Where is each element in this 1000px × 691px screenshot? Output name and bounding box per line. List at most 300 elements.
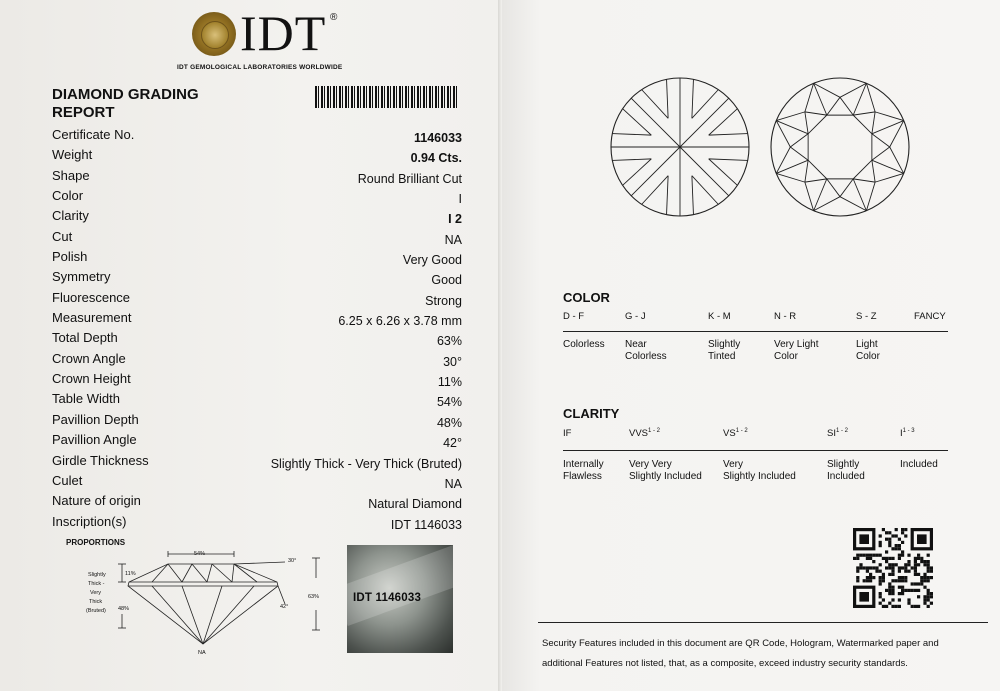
- qr-module: [901, 528, 904, 531]
- qr-module: [859, 592, 869, 602]
- detail-label: Girdle Thickness: [52, 452, 149, 468]
- facet-line: [776, 147, 790, 173]
- color-description: Colorless: [563, 339, 605, 350]
- detail-row: [52, 453, 462, 473]
- qr-module: [927, 576, 930, 579]
- qr-module: [907, 602, 910, 605]
- facet-line: [805, 160, 808, 182]
- clarity-grade-base: VVS: [629, 428, 649, 440]
- detail-label: Nature of origin: [52, 493, 141, 509]
- detail-row: [52, 290, 462, 310]
- qr-module: [885, 560, 888, 563]
- qr-module: [917, 573, 920, 576]
- qr-module: [888, 544, 891, 547]
- qr-module: [869, 557, 872, 560]
- qr-module: [914, 573, 917, 576]
- idt-logo: [192, 5, 362, 61]
- facet-line: [805, 83, 814, 112]
- qr-module: [879, 570, 882, 573]
- qr-module: [866, 570, 869, 573]
- qr-module: [879, 592, 882, 595]
- color-grade: FANCY: [914, 311, 946, 322]
- facet-line: [872, 134, 890, 147]
- qr-module: [904, 534, 907, 537]
- facet-line: [853, 83, 866, 115]
- qr-module: [917, 557, 920, 560]
- qr-module: [869, 579, 872, 582]
- detail-value: Strong: [425, 293, 462, 308]
- facet-line: [692, 79, 694, 118]
- pavilion-angle-marker: [278, 586, 285, 604]
- facet-line: [840, 97, 853, 115]
- qr-module: [898, 579, 901, 582]
- qr-module: [888, 589, 891, 592]
- pavilion-view-diagram: [611, 78, 749, 216]
- qr-module: [879, 576, 882, 579]
- detail-row: [52, 229, 462, 249]
- detail-label: Shape: [52, 167, 90, 183]
- clarity-grade-range: 1 - 2: [835, 428, 848, 434]
- table-label: 54%: [194, 551, 206, 557]
- qr-module: [856, 557, 859, 560]
- qr-module: [853, 557, 856, 560]
- detail-label: Pavillion Angle: [52, 432, 137, 448]
- qr-module: [923, 586, 926, 589]
- qr-module: [927, 595, 930, 598]
- qr-module: [856, 566, 859, 569]
- qr-module: [888, 563, 891, 566]
- qr-module: [891, 570, 894, 573]
- facet-line: [872, 160, 875, 182]
- report-title: DIAMOND GRADING REPORT: [52, 86, 199, 121]
- qr-module: [898, 605, 901, 608]
- facet-line: [680, 98, 729, 147]
- qr-module: [891, 579, 894, 582]
- clarity-grade: [629, 428, 660, 439]
- detail-row: [52, 432, 462, 452]
- qr-module: [901, 531, 904, 534]
- girdle-label: (Bruted): [86, 608, 106, 614]
- clarity-description: Internally Flawless: [563, 459, 604, 482]
- barcode: [315, 86, 458, 108]
- security-footer: [542, 634, 992, 674]
- qr-module: [885, 538, 888, 541]
- registered-mark: ®: [330, 12, 338, 23]
- color-scale-title: COLOR: [563, 290, 610, 305]
- qr-module: [885, 557, 888, 560]
- qr-module: [898, 554, 901, 557]
- girdle-label: Slightly: [88, 572, 106, 578]
- clarity-grade-row: [563, 428, 963, 442]
- facet-line: [805, 182, 814, 211]
- qr-module: [901, 592, 904, 595]
- qr-module: [923, 560, 926, 563]
- facet-line: [866, 83, 875, 112]
- clarity-grade-range: 1 - 2: [648, 428, 661, 434]
- qr-module: [907, 589, 910, 592]
- detail-value: 6.25 x 6.26 x 3.78 mm: [338, 314, 462, 329]
- qr-module: [920, 576, 923, 579]
- facet-line: [776, 112, 805, 121]
- detail-label: Color: [52, 188, 84, 204]
- facet-line: [692, 90, 718, 119]
- facet-line: [827, 97, 840, 115]
- detail-row: [52, 514, 462, 534]
- facet-line: [814, 83, 840, 97]
- qr-module: [882, 605, 885, 608]
- qr-module: [901, 566, 904, 569]
- qr-module: [879, 602, 882, 605]
- qr-module: [917, 595, 920, 598]
- detail-label: Pavillion Depth: [52, 411, 139, 427]
- qr-module: [875, 554, 878, 557]
- diagram-outline: [771, 78, 909, 216]
- qr-module: [872, 560, 875, 563]
- girdle-label: Thick: [89, 599, 103, 605]
- facet-line: [827, 179, 840, 197]
- clarity-description: Slightly Included: [827, 459, 865, 482]
- facet-line: [207, 564, 212, 582]
- qr-module: [911, 566, 914, 569]
- facet-line: [692, 176, 694, 215]
- facet-line: [808, 115, 827, 134]
- qr-module: [863, 579, 866, 582]
- facet-line: [168, 564, 182, 582]
- crown-view-diagram: [771, 78, 909, 216]
- qr-module: [898, 544, 901, 547]
- qr-module: [895, 547, 898, 550]
- qr-module: [875, 566, 878, 569]
- qr-module: [898, 538, 901, 541]
- qr-module: [875, 570, 878, 573]
- qr-module: [859, 534, 869, 544]
- qr-module: [898, 598, 901, 601]
- facet-line: [890, 147, 904, 173]
- detail-value: I 2: [448, 212, 462, 227]
- detail-label: Crown Height: [52, 371, 131, 387]
- facet-line: [203, 586, 222, 644]
- clarity-grade-range: 1 - 3: [902, 428, 915, 434]
- qr-module: [917, 589, 920, 592]
- qr-module: [882, 573, 885, 576]
- qr-module: [856, 554, 859, 557]
- facet-line: [642, 176, 668, 205]
- qr-module: [923, 576, 926, 579]
- qr-module: [930, 566, 933, 569]
- qr-module: [914, 570, 917, 573]
- proportions-title: PROPORTIONS: [66, 538, 126, 547]
- detail-row: [52, 473, 462, 493]
- qr-module: [891, 557, 894, 560]
- qr-module: [879, 534, 882, 537]
- qr-module: [914, 582, 917, 585]
- detail-row: [52, 188, 462, 208]
- qr-module: [898, 557, 901, 560]
- qr-module: [866, 579, 869, 582]
- facet-line: [872, 121, 904, 134]
- detail-value: Very Good: [402, 253, 462, 268]
- detail-value: Round Brilliant Cut: [357, 171, 462, 186]
- qr-module: [895, 579, 898, 582]
- qr-module: [923, 579, 926, 582]
- detail-row: [52, 269, 462, 289]
- qr-module: [911, 589, 914, 592]
- qr-module: [879, 579, 882, 582]
- qr-module: [882, 528, 885, 531]
- page-fold: [498, 0, 502, 691]
- clarity-grade: [723, 428, 748, 439]
- facet-line: [631, 147, 680, 196]
- qr-module: [923, 595, 926, 598]
- qr-module: [869, 573, 872, 576]
- qr-module: [898, 547, 901, 550]
- color-grade: K - M: [708, 311, 731, 322]
- footer-line-2: additional Features not listed, that, as a composite, exceed industry security standards.: [542, 658, 908, 669]
- color-grade: G - J: [625, 311, 646, 322]
- detail-row: [52, 310, 462, 330]
- qr-module: [885, 566, 888, 569]
- qr-module: [927, 579, 930, 582]
- qr-module: [923, 602, 926, 605]
- qr-module: [888, 592, 891, 595]
- qr-module: [888, 538, 891, 541]
- qr-module: [927, 554, 930, 557]
- qr-module: [911, 582, 914, 585]
- qr-module: [888, 541, 891, 544]
- qr-module: [882, 576, 885, 579]
- facet-line: [232, 564, 234, 582]
- facet-line: [642, 90, 668, 119]
- facet-line: [790, 134, 808, 147]
- facet-line: [872, 160, 904, 173]
- color-scale-divider: [563, 331, 948, 332]
- facet-line: [776, 160, 808, 173]
- qr-module: [904, 566, 907, 569]
- facet-line: [182, 586, 203, 644]
- facet-line: [808, 160, 827, 179]
- clarity-scale-divider: [563, 450, 948, 451]
- qr-module: [879, 544, 882, 547]
- facet-line: [866, 182, 875, 211]
- qr-module: [914, 605, 917, 608]
- details-table: [52, 127, 462, 534]
- qr-module: [888, 586, 891, 589]
- qr-module: [879, 582, 882, 585]
- facet-line: [790, 147, 808, 160]
- qr-module: [866, 557, 869, 560]
- footer-line-1: Security Features included in this document are QR Code, Hologram, Watermarked paper and: [542, 638, 939, 649]
- detail-row: [52, 249, 462, 269]
- detail-row: [52, 412, 462, 432]
- detail-value: 30°: [443, 354, 462, 369]
- color-description-row: [563, 339, 963, 365]
- lab-name: IDT GEMOLOGICAL LABORATORIES WORLDWIDE: [177, 64, 343, 71]
- qr-module: [920, 560, 923, 563]
- culet-label: NA: [198, 650, 206, 656]
- clarity-description: Included: [900, 459, 938, 470]
- facet-line: [709, 159, 748, 161]
- color-grade-row: [563, 311, 963, 325]
- clarity-grade-base: IF: [563, 428, 572, 439]
- qr-module: [927, 592, 930, 595]
- detail-value: NA: [444, 476, 462, 491]
- qr-module: [923, 573, 926, 576]
- detail-label: Weight: [52, 147, 93, 163]
- qr-module: [888, 582, 891, 585]
- facet-line: [805, 112, 808, 134]
- qr-module: [888, 566, 891, 569]
- facet-line: [612, 134, 651, 136]
- inscription-photo: [347, 545, 453, 653]
- detail-row: [52, 127, 462, 147]
- facet-line: [805, 179, 827, 182]
- qr-module: [911, 605, 914, 608]
- detail-value: Natural Diamond: [368, 497, 462, 512]
- color-description: Slightly Tinted: [708, 339, 741, 362]
- qr-module: [863, 554, 866, 557]
- qr-module: [888, 531, 891, 534]
- qr-module: [930, 570, 933, 573]
- facet-line: [814, 197, 840, 211]
- girdle-label: Very: [90, 590, 102, 596]
- clarity-scale-title: CLARITY: [563, 406, 620, 421]
- qr-module: [856, 579, 859, 582]
- diamond-profile: [128, 564, 278, 644]
- qr-module: [904, 563, 907, 566]
- facet-line: [776, 121, 808, 134]
- detail-label: Inscription(s): [52, 513, 127, 529]
- facet-line: [853, 115, 872, 134]
- detail-value: IDT 1146033: [390, 517, 462, 532]
- clarity-description: Very Very Slightly Included: [629, 459, 702, 482]
- facet-line: [840, 197, 866, 211]
- pavilion-depth-label: 48%: [118, 606, 130, 612]
- qr-module: [856, 570, 859, 573]
- qr-module: [895, 563, 898, 566]
- qr-module: [927, 560, 930, 563]
- qr-module: [869, 554, 872, 557]
- detail-row: [52, 208, 462, 228]
- facet-line: [623, 109, 652, 135]
- facet-line: [814, 83, 827, 115]
- facet-line: [840, 179, 853, 197]
- qr-module: [901, 579, 904, 582]
- detail-value: Slightly Thick - Very Thick (Bruted): [270, 456, 462, 471]
- facet-line: [890, 121, 904, 147]
- qr-module: [917, 582, 920, 585]
- detail-row: [52, 168, 462, 188]
- facet-line: [234, 564, 257, 582]
- facet-line: [152, 564, 168, 582]
- detail-value: NA: [444, 232, 462, 247]
- qr-module: [888, 573, 891, 576]
- qr-module: [891, 598, 894, 601]
- facet-line: [814, 179, 827, 211]
- seal-icon: [192, 12, 236, 56]
- qr-module: [863, 566, 866, 569]
- facet-line: [840, 83, 866, 97]
- detail-label: Fluorescence: [52, 289, 131, 305]
- qr-module: [907, 598, 910, 601]
- crown-angle-marker: [234, 562, 285, 564]
- clarity-description-row: [563, 459, 963, 485]
- qr-module: [927, 563, 930, 566]
- facet-line: [776, 173, 805, 182]
- qr-module: [891, 566, 894, 569]
- facet-line: [853, 179, 866, 211]
- diamond-plot-diagrams: [610, 75, 910, 225]
- qr-module: [891, 586, 894, 589]
- detail-row: [52, 147, 462, 167]
- qr-module: [891, 563, 894, 566]
- qr-module: [888, 602, 891, 605]
- facet-line: [872, 147, 890, 160]
- qr-module: [930, 595, 933, 598]
- qr-module: [891, 592, 894, 595]
- facet-line: [692, 176, 718, 205]
- qr-module: [920, 557, 923, 560]
- qr-module: [885, 605, 888, 608]
- facet-line: [631, 98, 680, 147]
- facet-line: [709, 134, 748, 136]
- detail-label: Table Width: [52, 391, 120, 407]
- qr-module: [920, 582, 923, 585]
- detail-label: Cut: [52, 228, 73, 244]
- qr-module: [891, 547, 894, 550]
- qr-module: [856, 576, 859, 579]
- clarity-grade-range: 1 - 2: [735, 428, 748, 434]
- detail-label: Measurement: [52, 310, 132, 326]
- qr-module: [927, 589, 930, 592]
- brand-name: IDT: [240, 5, 327, 61]
- qr-module: [923, 598, 926, 601]
- detail-row: [52, 330, 462, 350]
- qr-module: [927, 605, 930, 608]
- detail-label: Crown Angle: [52, 350, 126, 366]
- detail-value: 54%: [436, 395, 462, 410]
- qr-module: [898, 586, 901, 589]
- qr-module: [917, 563, 920, 566]
- detail-value: Good: [431, 273, 462, 288]
- qr-module: [927, 598, 930, 601]
- facet-line: [776, 121, 790, 147]
- qr-module: [891, 589, 894, 592]
- qr-module: [907, 570, 910, 573]
- detail-value: 48%: [436, 415, 462, 430]
- facet-line: [623, 159, 652, 185]
- qr-module: [866, 566, 869, 569]
- qr-module: [904, 589, 907, 592]
- qr-module: [879, 595, 882, 598]
- facet-line: [853, 160, 872, 179]
- footer-divider: [538, 622, 988, 623]
- qr-module: [859, 563, 862, 566]
- qr-module: [866, 554, 869, 557]
- detail-value: 1146033: [414, 131, 462, 145]
- qr-code[interactable]: [853, 528, 933, 608]
- qr-module: [895, 605, 898, 608]
- qr-module: [914, 560, 917, 563]
- facet-line: [667, 79, 669, 118]
- crown-height-label: 11%: [125, 571, 136, 577]
- qr-module: [907, 563, 910, 566]
- qr-module: [901, 554, 904, 557]
- qr-module: [898, 592, 901, 595]
- qr-module: [914, 563, 917, 566]
- qr-module: [898, 566, 901, 569]
- qr-module: [917, 554, 920, 557]
- qr-module: [923, 563, 926, 566]
